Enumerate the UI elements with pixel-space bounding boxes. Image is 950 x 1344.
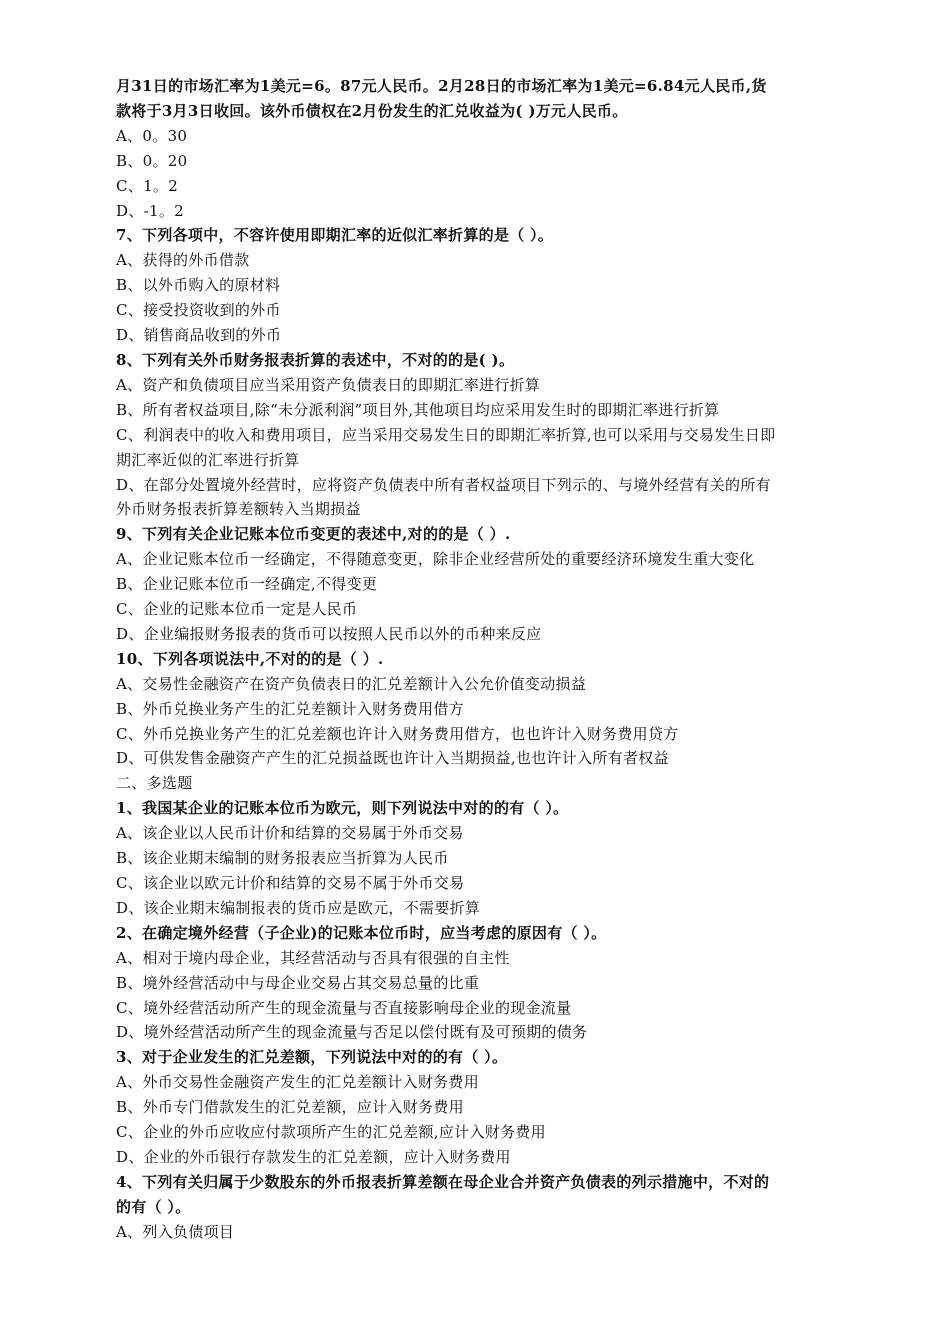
document-page xyxy=(116,74,836,1245)
multi-question-1-stem: 1、我国某企业的记账本位币为欧元，则下列说法中对的的有（ ）。 xyxy=(116,799,569,818)
multi-question-1-option-d: D、该企业期末编制报表的货币应是欧元，不需要折算 xyxy=(116,898,481,917)
multi-question-1-option-b: B、该企业期末编制的财务报表应当折算为人民币 xyxy=(116,849,449,868)
multi-question-2-option-d: D、境外经营活动所产生的现金流量与否足以偿付既有及可预期的债务 xyxy=(116,1023,588,1042)
question-7-option-c: C、接受投资收到的外币 xyxy=(116,301,281,320)
multi-question-4-option-a: A、列入负债项目 xyxy=(116,1222,235,1241)
question-9-option-b: B、企业记账本位币一经确定,不得变更 xyxy=(116,575,378,594)
question-10-option-b: B、外币兑换业务产生的汇兑差额计入财务费用借方 xyxy=(116,699,464,718)
question-9-option-c: C、企业的记账本位币一定是人民币 xyxy=(116,600,358,619)
question-10-option-d: D、可供发售金融资产产生的汇兑损益既也许计入当期损益,也也许计入所有者权益 xyxy=(116,749,669,768)
multi-question-4-stem-line-2: 的有（ ）。 xyxy=(116,1197,191,1216)
multi-question-3-option-a: A、外币交易性金融资产发生的汇兑差额计入财务费用 xyxy=(116,1073,480,1092)
question-6-option-b: B、0。20 xyxy=(116,151,188,170)
question-7-option-a: A、获得的外币借款 xyxy=(116,251,250,270)
question-8-option-d-line-1: D、在部分处置境外经营时，应将资产负债表中所有者权益项目下列示的、与境外经营有关的所有 xyxy=(116,475,771,494)
question-8-option-a: A、资产和负债项目应当采用资产负债表日的即期汇率进行折算 xyxy=(116,375,541,394)
question-6-option-c: C、1。2 xyxy=(116,176,179,195)
multi-question-2-option-a: A、相对于境内母企业，其经营活动与否具有很强的自主性 xyxy=(116,948,510,967)
question-8-option-c-line-1: C、利润表中的收入和费用项目，应当采用交易发生日的即期汇率折算,也可以采用与交易发生日即 xyxy=(116,425,776,444)
multi-question-2-option-c: C、境外经营活动所产生的现金流量与否直接影响母企业的现金流量 xyxy=(116,998,572,1017)
question-8-option-c-line-2: 期汇率近似的汇率进行折算 xyxy=(116,450,300,469)
question-6-stem-line-1: 月31日的市场汇率为1美元=6。87元人民币。2月28日的市场汇率为1美元=6.84元人民币,货 xyxy=(116,77,767,95)
question-8-stem: 8、下列有关外币财务报表折算的表述中，不对的的是( )。 xyxy=(116,350,515,369)
question-6-option-a: A、0。30 xyxy=(116,126,188,145)
multi-question-1-option-c: C、该企业以欧元计价和结算的交易不属于外币交易 xyxy=(116,874,465,892)
question-10-option-a: A、交易性金融资产在资产负债表日的汇兑差额计入公允价值变动损益 xyxy=(116,674,587,693)
multi-question-2-option-b: B、境外经营活动中与母企业交易占其交易总量的比重 xyxy=(116,973,480,992)
multi-question-3-option-c: C、企业的外币应收应付款项所产生的汇兑差额,应计入财务费用 xyxy=(116,1123,546,1142)
multi-question-3-option-d: D、企业的外币银行存款发生的汇兑差额，应计入财务费用 xyxy=(116,1147,511,1166)
question-10-option-c: C、外币兑换业务产生的汇兑差额也许计入财务费用借方，也也许计入财务费用贷方 xyxy=(116,724,679,743)
question-9-stem: 9、下列有关企业记账本位币变更的表述中,对的的是（ ）. xyxy=(116,525,511,544)
section-heading-multiple-choice: 二、多选题 xyxy=(116,774,193,793)
multi-question-2-stem: 2、在确定境外经营（子企业)的记账本位币时，应当考虑的原因有（ ）。 xyxy=(116,923,607,942)
question-9-option-d: D、企业编报财务报表的货币可以按照人民币以外的币种来反应 xyxy=(116,624,542,643)
question-8-option-d-line-2: 外币财务报表折算差额转入当期损益 xyxy=(116,500,361,519)
multi-question-4-stem-line-1: 4、下列有关归属于少数股东的外币报表折算差额在母企业合并资产负债表的列示措施中，不对的 xyxy=(116,1172,770,1191)
question-10-stem: 10、下列各项说法中,不对的的是（ ）. xyxy=(116,649,384,668)
question-9-option-a: A、企业记账本位币一经确定，不得随意变更，除非企业经营所处的重要经济环境发生重大变化 xyxy=(116,550,755,569)
question-6-option-d: D、-1。2 xyxy=(116,201,184,220)
multi-question-3-option-b: B、外币专门借款发生的汇兑差额，应计入财务费用 xyxy=(116,1098,464,1117)
question-7-stem: 7、下列各项中，不容许使用即期汇率的近似汇率折算的是（ ）。 xyxy=(116,226,554,245)
multi-question-3-stem: 3、对于企业发生的汇兑差额，下列说法中对的的有（ ）。 xyxy=(116,1048,508,1067)
question-6-stem-line-2: 款将于3月3日收回。该外币债权在2月份发生的汇兑收益为( )万元人民币。 xyxy=(116,101,628,120)
question-7-option-d: D、销售商品收到的外币 xyxy=(116,326,282,345)
question-7-option-b: B、以外币购入的原材料 xyxy=(116,276,281,295)
question-8-option-b: B、所有者权益项目,除“未分派利润”项目外,其他项目均应采用发生时的即期汇率进行折算 xyxy=(116,400,720,419)
multi-question-1-option-a: A、该企业以人民币计价和结算的交易属于外币交易 xyxy=(116,824,464,843)
